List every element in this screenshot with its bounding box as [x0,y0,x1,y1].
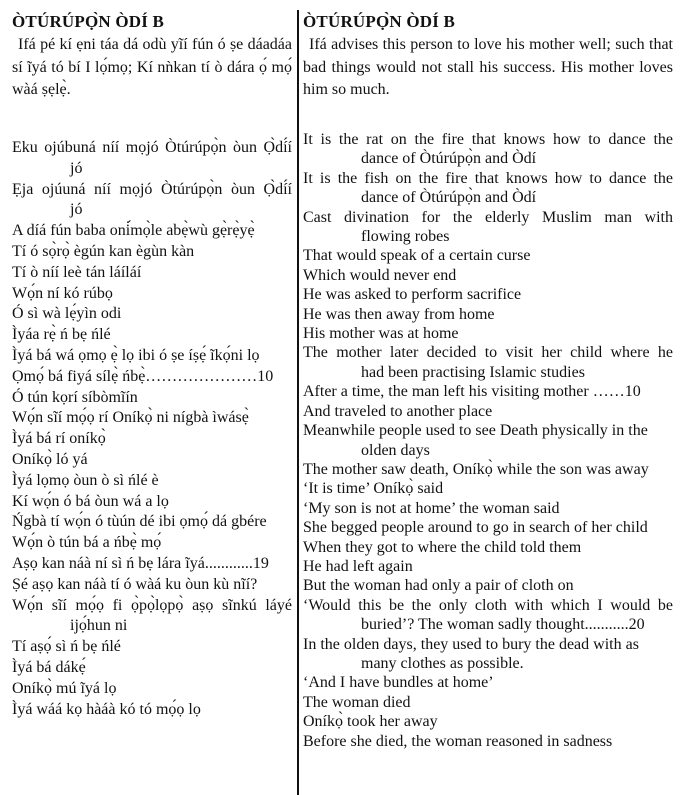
english-verse-line: Oníkọ̀ took her away [303,713,438,731]
yoruba-intro: Ifá pé kí ẹni táa dá odù yĩí fún ó ṣe dáadáa sí ĩyá tó bí I lọ́mọ; Kí nǹkan tí ò dára ọ́ mọ́ wàá ṣẹlẹ̀. [12,36,292,98]
english-verse-line: Before she died, the woman reasoned in sadness [303,732,613,750]
english-verse-line: ‘It is time’ Oníkọ̀ said [303,480,444,498]
yoruba-verse-line: Ìyá lọmọ òun ò sì ńlé è [12,471,159,489]
english-verse-line: ‘Would this be the only cloth with which I would be [303,596,673,614]
english-verse-line: She begged people around to go in search of her child [303,519,648,537]
english-title: ÒTÚRÚPỌ̀N ÒDÍ B [303,12,456,31]
english-verse-line: olden days [361,441,430,459]
english-column [303,10,673,750]
english-verse-line: It is the fish on the fire that knows how to dance the [303,169,673,187]
yoruba-verse-line: ijọ́hun ni [70,617,128,635]
column-divider [297,10,299,795]
yoruba-verse-line: jó [70,201,83,219]
english-verses [303,130,673,751]
yoruba-column [12,10,292,718]
english-verse-line: ‘And I have bundles at home’ [303,674,494,692]
yoruba-verse-line: Aṣọ kan náà ní sì ń bẹ lára ĩyá............19 [12,554,269,572]
english-verse-line: He was then away from home [303,305,495,323]
yoruba-verse-line: Ìyá bá dákẹ́ [12,658,86,676]
yoruba-verse-line: Ìyá bá rí oníkọ̀ [12,430,106,448]
english-verse-line: And traveled to another place [303,402,493,420]
yoruba-verse-line: Ìyá wáá kọ hàáà kó tó mọ́ọ lọ [12,700,201,718]
english-verse-line: It is the rat on the fire that knows how to dance the [303,131,673,148]
yoruba-verse-line: Ìyáa rẹ̀ ń bẹ ńlé [12,326,111,344]
yoruba-title: ÒTÚRÚPỌ̀N ÒDÍ B [12,12,165,31]
english-verse-line: buried’? The woman sadly thought...........20 [361,616,645,634]
yoruba-verse-line: Ẹja ojúuná níí mọjó Òtúrúpọ̀n òun Ọ̀dí́í [12,180,292,198]
yoruba-verse-line: Wọ́n sĩí mọ́ọ fi ọ̀pọ̀lọpọ̀ aṣọ sĩnkú láyé [12,596,292,614]
english-verse-line: In the olden days, they used to bury the dead with as [303,635,639,653]
english-verse-line: His mother was at home [303,325,459,343]
yoruba-verse-line: Oníkọ̀ mú ĩyá lọ [12,679,117,697]
yoruba-verse-line: Ìyá bá wá ọmọ ẹ̀ lọ ibi ó ṣe íṣẹ́ ĩkọ́ni lọ [12,346,260,364]
yoruba-verse-line: Ó sì wà lẹ́yìn odi [12,305,122,323]
english-verse-line: But the woman had only a pair of cloth on [303,577,574,595]
yoruba-verse-line: Tí aṣọ́ sì ń bẹ ńlé [12,638,121,656]
english-intro: Ifá advises this person to love his mother well; such that bad things would not stall his success. His mother loves him so much. [303,36,673,98]
yoruba-verses [12,138,292,720]
english-verse-line: dance of Òtúrúpọ̀n and Òdí [361,150,537,168]
english-verse-line: After a time, the man left his visiting mother ……10 [303,383,641,401]
english-verse-line: That would speak of a certain curse [303,247,531,265]
english-verse-line: many clothes as possible. [361,654,524,672]
english-verse-line: had been practising Islamic studies [361,363,585,381]
english-verse-line: ‘My son is not at home’ the woman said [303,499,560,517]
english-verse-line: flowing robes [361,228,450,246]
english-verse-line: He had left again [303,557,413,575]
yoruba-verse-line: Ńgbà tí wọ́n ó tùún dé ibi ọmọ́ dá gbére [12,513,267,531]
yoruba-verse-line: Ó tún kọrí síbòmĩín [12,388,138,406]
yoruba-verse-line: jó [70,159,83,177]
yoruba-verse-line: Tí ò níí leè tán láíláí [12,263,142,281]
english-verse-line: The mother later decided to visit her child where he [303,344,673,362]
yoruba-verse-line: Eku ojúbuná níí mọjó Òtúrúpọ̀n òun Ọ̀dí́í [12,139,292,156]
yoruba-verse-line: Kí wọ́n ó bá òun wá a lọ [12,492,169,510]
yoruba-verse-line: Ṣé aṣọ kan náà tí ó wàá ku òun kù nĩí? [12,575,258,593]
yoruba-verse-line: Wọ́n ò tún bá a ńbẹ̀ mọ́ [12,534,162,552]
english-verse-line: The woman died [303,693,411,711]
yoruba-verse-line: Wọ́n ní kó rúbọ [12,284,113,302]
english-verse-line: He was asked to perform sacrifice [303,286,522,304]
english-verse-line: The mother saw death, Oníkọ̀ while the son was away [303,460,649,478]
english-verse-line: Which would never end [303,266,457,284]
yoruba-verse-line: Wọ́n sĩí mọ́ọ rí Oníkọ̀ ni nígbà ìwásẹ̀ [12,409,249,427]
english-verse-line: When they got to where the child told them [303,538,582,556]
yoruba-verse-line: A díá fún baba oni̇́mọ̀le abẹ̀wù gẹ̀rẹ̀yẹ̀ [12,222,255,240]
english-verse-line: dance of Òtúrúpọ̀n and Òdí [361,189,537,207]
english-verse-line: Meanwhile people used to see Death physically in the [303,422,648,440]
yoruba-verse-line: Oníkọ̀ ló yá [12,450,88,468]
yoruba-verse-line: Tí ó sọ̀rọ̀ ègún kan ègùn kàn [12,242,195,260]
yoruba-verse-line: Ọmọ́ bá fiyá sílẹ̀ ńbẹ̀…………………10 [12,367,274,385]
english-verse-line: Cast divination for the elderly Muslim man with [303,208,673,226]
